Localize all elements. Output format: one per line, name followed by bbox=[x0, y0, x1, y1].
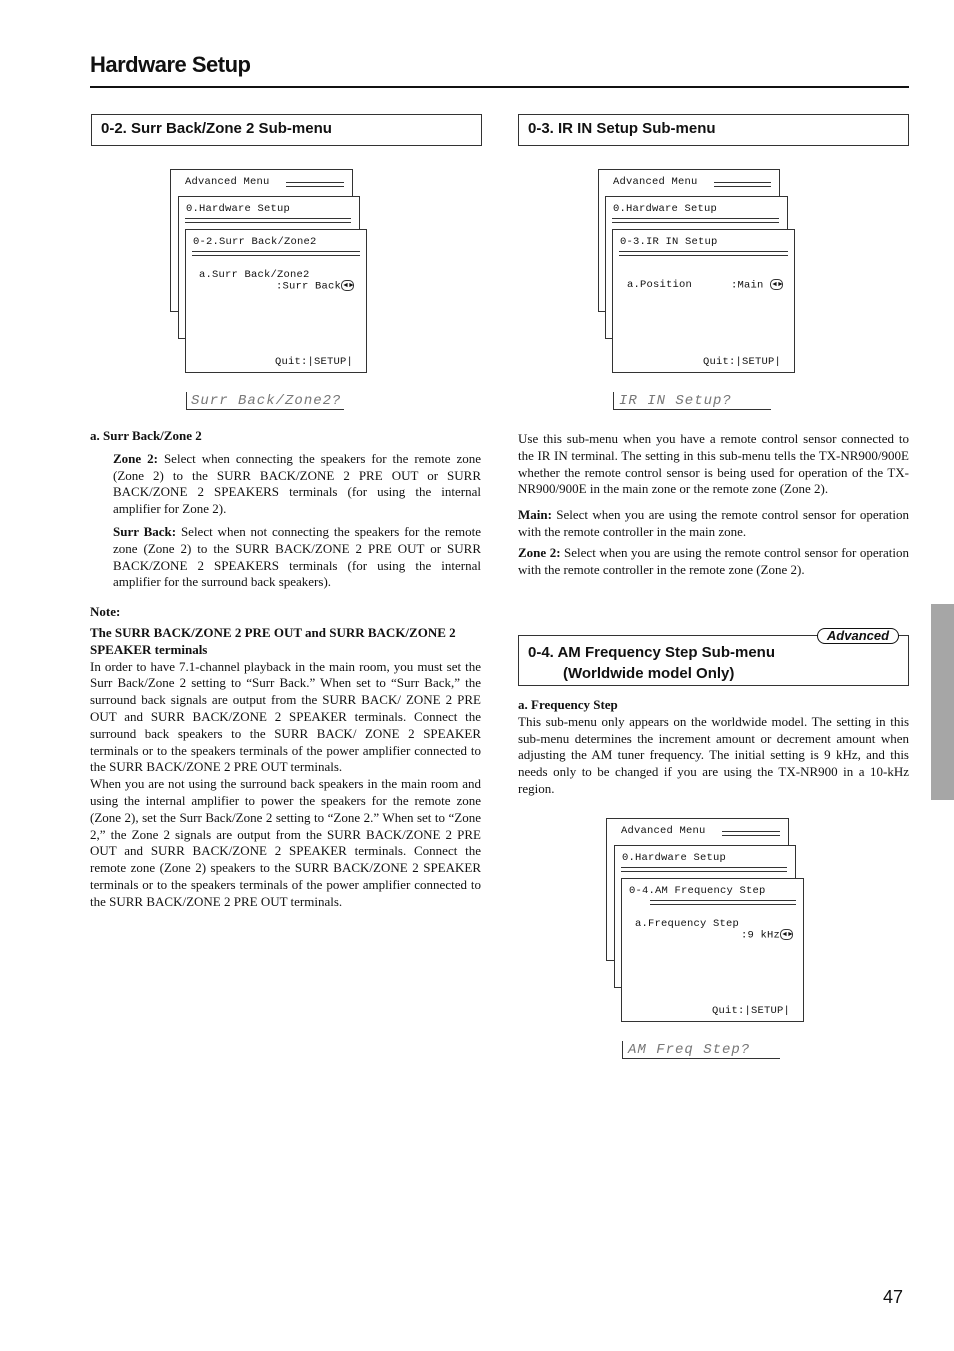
section-heading-surr-back bbox=[91, 114, 482, 146]
intro-paragraph: Use this sub-menu when you have a remote control sensor connected to the IR IN terminal. The setting in this sub-menu tells the TX-NR900/900E whether the remote control sensor is being used for operation of the TX-NR900/900E in the main zone or the remote zone (Zone 2). bbox=[518, 431, 909, 497]
osd-screen-surr-back bbox=[170, 169, 370, 374]
section-heading-subtext: (Worldwide model Only) bbox=[563, 665, 735, 682]
osd-item-label: a.Surr Back/Zone2 bbox=[199, 269, 310, 281]
osd-rule bbox=[650, 900, 796, 905]
lcd-display-text: Surr Back/Zone2? bbox=[191, 393, 342, 409]
option-label: Zone 2: bbox=[113, 450, 158, 466]
item-paragraph: This sub-menu only appears on the worldwide model. The setting in this sub-menu determines the increment amount or decrement amount when adjusting the AM tuner frequency. The initial setting is 9 kHz, and this needs only to be changed if you are using the TX-NR900 in a 10-kHz region. bbox=[518, 713, 909, 796]
option-zone2-paragraph bbox=[518, 545, 909, 579]
title-divider bbox=[90, 86, 909, 88]
section-heading-text: 0-2. Surr Back/Zone 2 Sub-menu bbox=[101, 120, 332, 137]
osd-quit-label: Quit:|SETUP| bbox=[275, 356, 354, 368]
option-surr-back-paragraph bbox=[113, 524, 481, 591]
osd-menu2-label: 0.Hardware Setup bbox=[622, 852, 727, 864]
osd-rule bbox=[714, 182, 771, 187]
section-heading-text: 0-3. IR IN Setup Sub-menu bbox=[528, 120, 716, 137]
lcd-display-text: IR IN Setup? bbox=[619, 393, 732, 409]
option-main-paragraph bbox=[518, 507, 909, 541]
section-02-body bbox=[90, 428, 481, 911]
note-paragraph: In order to have 7.1-channel playback in the main room, you must set the Surr Back/Zone 2 setting to “Surr Back.” When set to “Surr Back,” the surround back signals are output from the SURR BACK/ ZONE 2 PRE OUT and SURR BACK/ZONE 2 SPEAKER terminals. Connect the surround back speakers to the SURR BACK/ ZONE 2 SPEAKER terminals or to the speakers terminals of the power amplifier connected to the SURR BACK/ZONE 2 PRE OUT terminals. bbox=[90, 658, 481, 775]
option-label: Zone 2: bbox=[518, 544, 561, 560]
osd-quit-label: Quit:|SETUP| bbox=[712, 1005, 791, 1017]
osd-rule bbox=[612, 218, 779, 223]
option-text: Select when you are using the remote control sensor for operation with the remote controller in the main zone. bbox=[518, 507, 909, 539]
option-text: Select when you are using the remote control sensor for operation with the remote controller in the remote zone (Zone 2). bbox=[518, 544, 910, 577]
osd-menu1-label: Advanced Menu bbox=[613, 176, 698, 188]
osd-rule bbox=[619, 251, 788, 256]
osd-item-value: :Surr Back bbox=[276, 280, 342, 293]
lcd-display-text: AM Freq Step? bbox=[628, 1042, 751, 1058]
enter-icon: ◄► bbox=[781, 931, 793, 938]
section-heading-ir-in bbox=[518, 114, 909, 146]
note-subheading: The SURR BACK/ZONE 2 PRE OUT and SURR BACK/ZONE 2 SPEAKER terminals bbox=[90, 624, 456, 657]
osd-panel-submenu bbox=[621, 878, 804, 1022]
osd-item-value: :9 kHz bbox=[741, 929, 781, 942]
osd-menu1-label: Advanced Menu bbox=[621, 825, 706, 837]
enter-icon: ◄► bbox=[771, 281, 783, 288]
side-tab-marker bbox=[931, 604, 954, 800]
option-text: Select when connecting the speakers for the remote zone (Zone 2) to the SURR BACK/ZONE 2 PRE OUT or SURR BACK/ZONE 2 SPEAKERS terminals (for using the internal amplifier for Zone 2). bbox=[113, 450, 481, 517]
osd-item-label: a.Position bbox=[627, 279, 693, 291]
option-label: Surr Back: bbox=[113, 523, 177, 539]
option-text: Select when not connecting the speakers for the remote zone (Zone 2) to the SURR BACK/ZONE 2 PRE OUT or SURR BACK/ZONE 2 SPEAKERS terminals (for using the internal amplifier for the surround back speakers). bbox=[113, 523, 482, 590]
osd-item-label: a.Frequency Step bbox=[635, 918, 740, 930]
osd-menu3-label: 0-4.AM Frequency Step bbox=[629, 885, 766, 897]
item-heading: a. Frequency Step bbox=[518, 697, 618, 712]
osd-menu3-label: 0-2.Surr Back/Zone2 bbox=[193, 236, 317, 248]
page-title: Hardware Setup bbox=[90, 52, 251, 77]
option-zone2-paragraph bbox=[113, 451, 481, 518]
osd-rule bbox=[192, 251, 360, 256]
section-03-body bbox=[518, 431, 909, 578]
osd-menu2-label: 0.Hardware Setup bbox=[186, 203, 291, 215]
advanced-badge: Advanced bbox=[817, 628, 899, 644]
osd-rule bbox=[185, 218, 351, 223]
section-heading-text: 0-4. AM Frequency Step Sub-menu bbox=[528, 644, 775, 661]
osd-panel-submenu bbox=[612, 229, 795, 373]
note-paragraph: When you are not using the surround back speakers in the main room and using the internal amplifier to power the speakers for the remote zone (Zone 2), set the Surr Back/Zone 2 setting to “Zone 2.” When set to “Zone 2,” the Zone 2 signals are output from the SURR BACK/ZONE 2 PRE OUT and SURR BACK/ZONE 2 SPEAKER terminals. Connect the remote zone (Zone 2) speakers to the SURR BACK/ZONE 2 SPEAKER terminals or to the speakers terminals of the power amplifier connected to the SURR BACK/ZONE 2 PRE OUT terminals. bbox=[90, 776, 481, 909]
osd-menu1-label: Advanced Menu bbox=[185, 176, 270, 188]
osd-item-value: :Main bbox=[731, 279, 764, 292]
option-label: Main: bbox=[518, 507, 552, 523]
osd-menu3-label: 0-3.IR IN Setup bbox=[620, 236, 718, 248]
note-heading: Note: bbox=[90, 604, 121, 620]
item-heading: a. Surr Back/Zone 2 bbox=[90, 428, 202, 443]
osd-screen-am-frequency bbox=[606, 818, 806, 1023]
page-number: 47 bbox=[883, 1287, 904, 1307]
osd-screen-ir-in bbox=[598, 169, 798, 374]
osd-panel-submenu bbox=[185, 229, 367, 373]
osd-rule bbox=[286, 182, 344, 187]
section-04-body bbox=[518, 697, 909, 798]
osd-menu2-label: 0.Hardware Setup bbox=[613, 203, 718, 215]
osd-quit-label: Quit:|SETUP| bbox=[703, 356, 782, 368]
osd-rule bbox=[621, 867, 787, 872]
enter-icon: ◄► bbox=[342, 282, 354, 289]
osd-rule bbox=[722, 831, 780, 836]
